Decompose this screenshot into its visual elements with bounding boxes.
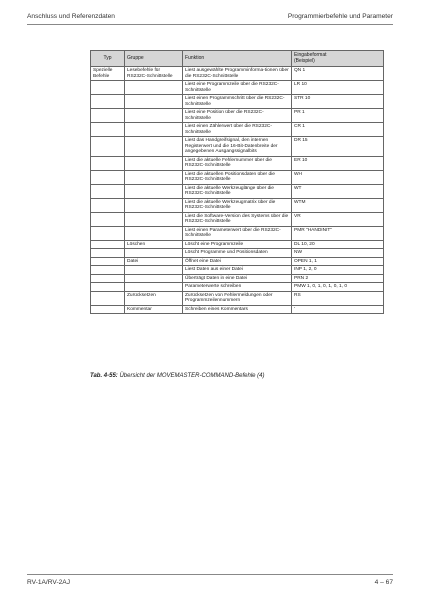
cell-gruppe	[125, 137, 183, 157]
cell-eingabeformat: INP 1, 2, 0	[292, 266, 384, 275]
cell-typ	[91, 305, 125, 314]
cell-funktion: Liest das Handgreifsignal, den internen Registerwert und die 16-Bit-Datenbreite der angegebenen Ausgangssignalbits	[183, 137, 292, 157]
column-header-eingabeformat: Eingabeformat (Beispiel)	[292, 51, 384, 67]
cell-eingabeformat: DR 15	[292, 137, 384, 157]
cell-funktion: Liest die aktuelle Fehlernummer über die RS232C-Schnittstelle	[183, 156, 292, 170]
cell-typ	[91, 283, 125, 292]
cell-eingabeformat: ER 10	[292, 156, 384, 170]
cell-funktion: Löscht eine Programmzeile	[183, 240, 292, 249]
cell-funktion: Zurücksetzen von Fehlermeldungen oder Programmzeilennummern	[183, 291, 292, 305]
cell-typ	[91, 81, 125, 95]
cell-gruppe: Zurücksetzen	[125, 291, 183, 305]
table-row	[91, 274, 384, 283]
cell-eingabeformat: DL 10, 20	[292, 240, 384, 249]
cell-funktion: Liest einen Zählerwert über die RS232C-Schnittstelle	[183, 123, 292, 137]
cell-typ	[91, 198, 125, 212]
cell-typ: Spezielle Befehle	[91, 67, 125, 81]
cell-eingabeformat: CR 1	[292, 123, 384, 137]
cell-funktion: Liest einen Programmschritt über die RS232C-Schnittstelle	[183, 95, 292, 109]
cell-eingabeformat: STR 10	[292, 95, 384, 109]
table-caption	[90, 373, 390, 379]
table-row	[91, 249, 384, 258]
cell-gruppe	[125, 274, 183, 283]
cell-eingabeformat: NW	[292, 249, 384, 258]
cell-gruppe: Löschen	[125, 240, 183, 249]
cell-gruppe	[125, 156, 183, 170]
table-row	[91, 198, 384, 212]
caption-label: Tab. 4-55:	[90, 373, 118, 379]
cell-eingabeformat: LR 10	[292, 81, 384, 95]
cell-typ	[91, 240, 125, 249]
cell-eingabeformat: QN 1	[292, 67, 384, 81]
header-right: Programmierbefehle und Parameter	[287, 13, 393, 20]
column-header-typ: Typ	[91, 51, 125, 67]
cell-gruppe	[125, 170, 183, 184]
cell-gruppe	[125, 283, 183, 292]
table-body	[91, 67, 384, 314]
cell-funktion: Parameterwerte schreiben	[183, 283, 292, 292]
cell-typ	[91, 274, 125, 283]
cell-eingabeformat: WH	[292, 170, 384, 184]
cell-typ	[91, 212, 125, 226]
cell-gruppe	[125, 198, 183, 212]
table-row	[91, 156, 384, 170]
cell-funktion: Liest Daten aus einer Datei	[183, 266, 292, 275]
cell-gruppe: Lesebefehle für RS232C-Schnittstelle	[125, 67, 183, 81]
cell-gruppe	[125, 266, 183, 275]
table-row	[91, 109, 384, 123]
cell-typ	[91, 109, 125, 123]
table-row	[91, 137, 384, 157]
cell-funktion: Schreiben eines Kommentars	[183, 305, 292, 314]
table-row	[91, 123, 384, 137]
cell-eingabeformat: '	[292, 305, 384, 314]
cell-gruppe	[125, 226, 183, 240]
cell-eingabeformat: PRN 2	[292, 274, 384, 283]
cell-eingabeformat: PMR "HANDINIT"	[292, 226, 384, 240]
table-row	[91, 184, 384, 198]
table-row	[91, 240, 384, 249]
table-row	[91, 305, 384, 314]
table-row	[91, 283, 384, 292]
table-row	[91, 170, 384, 184]
cell-typ	[91, 123, 125, 137]
header-divider	[27, 24, 393, 25]
cell-typ	[91, 249, 125, 258]
cell-eingabeformat: RS	[292, 291, 384, 305]
cell-gruppe	[125, 184, 183, 198]
cell-funktion: Liest einen Parameterwert über die RS232C-Schnittstelle	[183, 226, 292, 240]
table-row	[91, 81, 384, 95]
cell-funktion: Löscht Programme und Positionsdaten	[183, 249, 292, 258]
cell-funktion: Liest die aktuelle Werkzeuglänge über die RS232C-Schnittstelle	[183, 184, 292, 198]
cell-eingabeformat: OPEN 1, 1	[292, 257, 384, 266]
cell-eingabeformat: WT	[292, 184, 384, 198]
cell-funktion: Öffnet eine Datei	[183, 257, 292, 266]
table-row	[91, 226, 384, 240]
cell-gruppe	[125, 249, 183, 258]
cell-eingabeformat: PR 1	[292, 109, 384, 123]
cell-eingabeformat: PMW 1, 0, 1, 0, 1, 0, 1, 0	[292, 283, 384, 292]
table-row	[91, 95, 384, 109]
table-row	[91, 291, 384, 305]
cell-gruppe	[125, 212, 183, 226]
cell-typ	[91, 257, 125, 266]
cell-typ	[91, 291, 125, 305]
table-header-row	[91, 51, 384, 67]
cell-funktion: Liest die aktuellen Positionsdaten über die RS232C-Schnittstelle	[183, 170, 292, 184]
table-row	[91, 266, 384, 275]
footer-page-number: 4 – 67	[374, 579, 393, 586]
cell-eingabeformat: WTM	[292, 198, 384, 212]
cell-typ	[91, 137, 125, 157]
cell-gruppe	[125, 123, 183, 137]
table-row	[91, 67, 384, 81]
cell-typ	[91, 170, 125, 184]
header-left: Anschluss und Referenzdaten	[27, 13, 115, 20]
cell-gruppe	[125, 95, 183, 109]
cell-funktion: Überträgt Daten in eine Datei	[183, 274, 292, 283]
caption-text: Übersicht der MOVEMASTER-COMMAND-Befehle (4)	[119, 373, 265, 379]
cell-funktion: Liest eine Position über die RS232C-Schnittstelle	[183, 109, 292, 123]
cell-gruppe: Datei	[125, 257, 183, 266]
footer-left: RV-1A/RV-2AJ	[27, 579, 71, 586]
table-row	[91, 212, 384, 226]
cell-funktion: Liest die Software-Version des Systems über die RS232C-Schnittstelle	[183, 212, 292, 226]
command-table	[90, 50, 384, 314]
cell-typ	[91, 266, 125, 275]
cell-funktion: Liest eine Programmzeile über die RS232C-Schnittstelle	[183, 81, 292, 95]
footer-divider	[27, 574, 393, 575]
cell-funktion: Liest ausgewählte Programminforma-tionen über die RS232C-Schnittstelle	[183, 67, 292, 81]
cell-funktion: Liest die aktuelle Werkzeugmatrix über die RS232C-Schnittstelle	[183, 198, 292, 212]
cell-typ	[91, 226, 125, 240]
cell-gruppe: Kommentar	[125, 305, 183, 314]
table-row	[91, 257, 384, 266]
cell-gruppe	[125, 81, 183, 95]
cell-typ	[91, 95, 125, 109]
column-header-funktion: Funktion	[183, 51, 292, 67]
column-header-gruppe: Gruppe	[125, 51, 183, 67]
cell-typ	[91, 156, 125, 170]
cell-eingabeformat: VR	[292, 212, 384, 226]
cell-gruppe	[125, 109, 183, 123]
cell-typ	[91, 184, 125, 198]
